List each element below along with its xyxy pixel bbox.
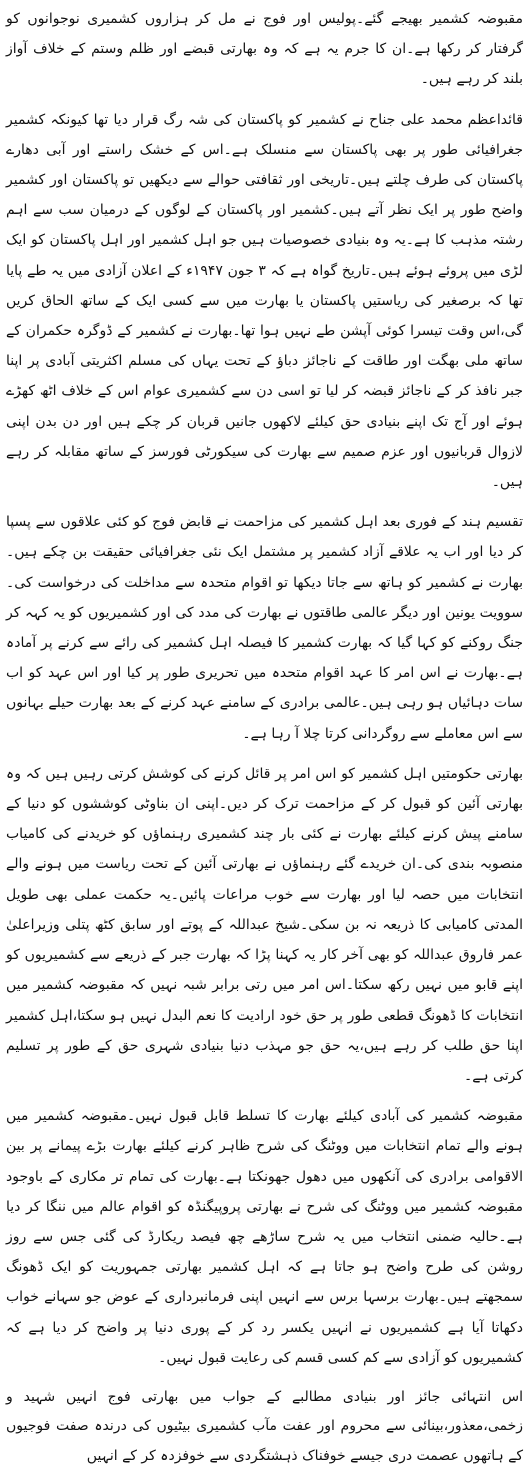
article-paragraph-2: قائداعظم محمد علی جناح نے کشمیر کو پاکستان کی شہ رگ قرار دیا تھا کیونکہ کشمیر جغرافیائی طور پر بھی پاکستان سے منسلک ہے۔اس کے خشک راستے اور آبی دھارے پاکستان کی طرف چلتے ہیں۔تاریخی اور ثقافتی حوالے سے دیکھیں تو پاکستان اور کشمیر واضح طور پر ایک نظر آتے ہیں۔کشمیر اور پاکستان کے لوگوں کے درمیان سب سے اہم رشتہ مذہب کا ہے۔یہ وہ بنیادی خصوصیات ہیں جو اہل کشمیر اور اہل پاکستان کو ایک لڑی میں پروئے ہوئے ہیں۔تاریخ گواہ ہے کہ ۳ جون ۱۹۴۷ء کے اعلان آزادی میں یہ طے پایا تھا کہ برصغیر کی ریاستیں پاکستان یا بھارت میں سے کسی ایک کے ساتھ الحاق کریں گی،اس وقت تیسرا کوئی آپشن طے نہیں ہوا تھا۔بھارت نے کشمیر کے ڈوگرہ حکمران کے ساتھ ملی بھگت اور طاقت کے ناجائز دباؤ کے تحت یہاں کی مسلم اکثریتی آبادی پر اپنا جبر نافذ کر کے ناجائز قبضہ کر لیا تو اسی دن سے کشمیری عوام اس کے خلاف اٹھ کھڑے ہوئے اور آج تک اپنے بنیادی حق کیلئے لاکھوں جانیں قربان کر چکے ہیں اور دن بدن اپنی لازوال قربانیوں اور عزم صمیم سے بھارت کی سیکورٹی فورسز کے ساتھ مقابلہ کر رہے ہیں۔ (6, 111, 523, 491)
article-paragraph-3: تقسیم ہند کے فوری بعد اہل کشمیر کی مزاحمت نے قابض فوج کو کئی علاقوں سے پسپا کر دیا اور اب یہ علاقے آزاد کشمیر پر مشتمل ایک نئی جغرافیائی حقیقت بن چکے ہیں۔بھارت نے کشمیر کو ہاتھ سے جاتا دیکھا تو اقوام متحدہ سے مداخلت کی درخواست کی۔سوویت یونین اور دیگر عالمی طاقتوں نے بھارت کی مدد کی اور کشمیریوں کو یہ کہہ کر جنگ روکنے کو کہا گیا کہ بھارت کشمیر کا فیصلہ اہل کشمیر کی رائے سے کرنے پر آمادہ ہے۔بھارت نے اس امر کا عہد اقوام متحدہ میں تحریری طور پر کیا اور اس عہد کو اب سات دہائیاں ہو رہی ہیں۔عالمی برادری کے سامنے عہد کرنے کے بعد بھارت حیلے بہانوں سے اس معاملے سے روگردانی کرتا چلا آ رہا ہے۔ (6, 514, 523, 742)
article-paragraph-5: مقبوضہ کشمیر کی آبادی کیلئے بھارت کا تسلط قابل قبول نہیں۔مقبوضہ کشمیر میں ہونے والے تمام انتخابات میں ووٹنگ کی شرح ظاہر کرنے کیلئے بھارت بڑے پیمانے پر بین الاقوامی برادری کی آنکھوں میں دھول جھونکتا ہے۔بھارت کی تمام تر مکاری کے باوجود مقبوضہ کشمیر میں ووٹنگ کی شرح نے بھارتی پروپیگنڈہ کو اقوام عالم میں ننگا کر دیا ہے۔حالیہ ضمنی انتخاب میں یہ شرح ساڑھے چھ فیصد ریکارڈ کی گئی جس سے روز روشن کی طرح واضح ہو جاتا ہے کہ اہل کشمیر بھارتی جمہوریت کو ایک ڈھونگ سمجھتے ہیں۔بھارت برسہا برس سے انہیں اپنی فرمانبرداری کے عوض جو سہانے خواب دکھاتا آیا ہے کشمیریوں نے انہیں یکسر رد کر کے پوری دنیا پر واضح کر دیا ہے کہ کشمیریوں کو آزادی سے کم کسی قسم کی رعایت قبول نہیں۔ (6, 1108, 523, 1366)
article-paragraph-4: بھارتی حکومتیں اہل کشمیر کو اس امر پر قائل کرنے کی کوشش کرتی رہیں ہیں کہ وہ بھارتی آئین کو قبول کر کے مزاحمت ترک کر دیں۔اپنی ان بناوٹی کوششوں کو دنیا کے سامنے پیش کرنے کیلئے بھارت نے کئی بار چند کشمیری رہنماؤں کو خریدنے کی کامیاب منصوبہ بندی کی۔ان خریدے گئے رہنماؤں نے بھارتی آئین کے تحت ریاست میں ہونے والے انتخابات میں حصہ لیا اور بھارت سے خوب مراعات پائیں۔یہ حکمت عملی بھی طویل المدتی کامیابی کا ذریعہ نہ بن سکی۔شیخ عبداللہ کے پوتے اور سابق کٹھ پتلی وزیراعلیٰ عمر فاروق عبداللہ کو بھی آخر کار یہ کہنا پڑا کہ بھارت جبر کے ذریعے سے کشمیریوں کو اپنے قابو میں نہیں رکھ سکتا۔اس امر میں رتی برابر شبہ نہیں کہ مقبوضہ کشمیر میں انتخابات کا ڈھونگ قطعی طور پر حق خود ارادیت کا نعم البدل نہیں ہو سکتا،اہل کشمیر اپنا حق طلب کر رہے ہیں،یہ حق جو مہذب دنیا بنیادی شہری حق کے طور پر تسلیم کرتی ہے۔ (6, 765, 523, 1084)
article-paragraph-1: مقبوضہ کشمیر بھیجے گئے۔پولیس اور فوج نے مل کر ہزاروں کشمیری نوجوانوں کو گرفتار کر رکھا ہے۔ان کا جرم یہ ہے کہ وہ بھارتی قبضے اور ظلم وستم کے خلاف آواز بلند کر رہے ہیں۔ (6, 11, 523, 88)
article-paragraph-6: اس انتہائی جائز اور بنیادی مطالبے کے جواب میں بھارتی فوج انہیں شہید و زخمی،معذور،بینائی سے محروم اور عفت مآب کشمیری بیٹیوں کی درندہ صفت فوجیوں کے ہاتھوں عصمت دری جیسے خوفناک ذہشتگردی سے خوفزدہ کر کے انہیں (6, 1388, 523, 1464)
